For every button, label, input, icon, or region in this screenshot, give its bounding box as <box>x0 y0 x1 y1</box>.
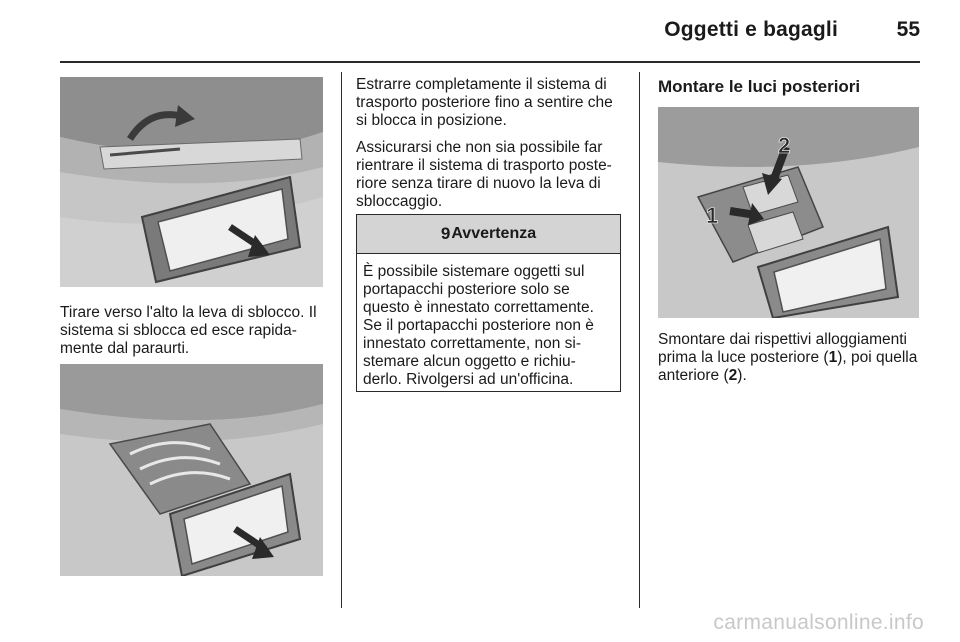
ref-number-2: 2 <box>728 367 738 384</box>
header-rule <box>60 61 920 63</box>
col2-paragraph-2: Assicurarsi che non sia possibile far rientrare il sistema di trasporto poste-riore senza tirare di nuovo la leva di sbloccaggio. <box>356 139 612 210</box>
col1-caption: Tirare verso l'alto la leva di sblocco. Il sistema si sblocca ed esce rapida-mente dal paraurti. <box>60 304 317 357</box>
figure-carrier-extended <box>60 364 323 576</box>
figure-release-lever <box>60 77 323 287</box>
warning-box <box>356 214 621 392</box>
warning-title: Avvertenza <box>451 225 537 242</box>
col3-paragraph <box>658 331 926 385</box>
callout-2: 2 <box>778 133 791 158</box>
col3-text-mid: ), poi quella anteriore ( <box>658 349 918 384</box>
page-header-title: Oggetti e bagagli <box>664 18 838 41</box>
section-title: Montare le luci posteriori <box>658 77 861 96</box>
column-divider-1 <box>341 72 342 608</box>
column-divider-2 <box>639 72 640 608</box>
warning-header <box>357 215 620 254</box>
col3-text-end: ). <box>737 367 747 384</box>
page-number: 55 <box>896 18 920 41</box>
col2-paragraph-1: Estrarre completamente il sistema di trasporto posteriore fino a sentire che si blocca in posizione. <box>356 76 613 129</box>
figure-tail-lights <box>658 107 919 318</box>
warning-body: È possibile sistemare oggetti sul portapacchi posteriore solo se questo è innestato correttamente. Se il portapacchi posteriore non è innestato correttamente, non si-stemare alcun oggetto e richiu-derlo. Rivolgersi ad un'officina. <box>363 263 594 388</box>
warning-triangle-icon: 9 <box>440 224 451 243</box>
ref-number-1: 1 <box>828 349 838 366</box>
col3-text-start: Smontare dai rispettivi alloggiamenti prima la luce posteriore ( <box>658 331 907 366</box>
watermark: carmanualsonline.info <box>713 611 924 634</box>
callout-1: 1 <box>706 203 719 228</box>
